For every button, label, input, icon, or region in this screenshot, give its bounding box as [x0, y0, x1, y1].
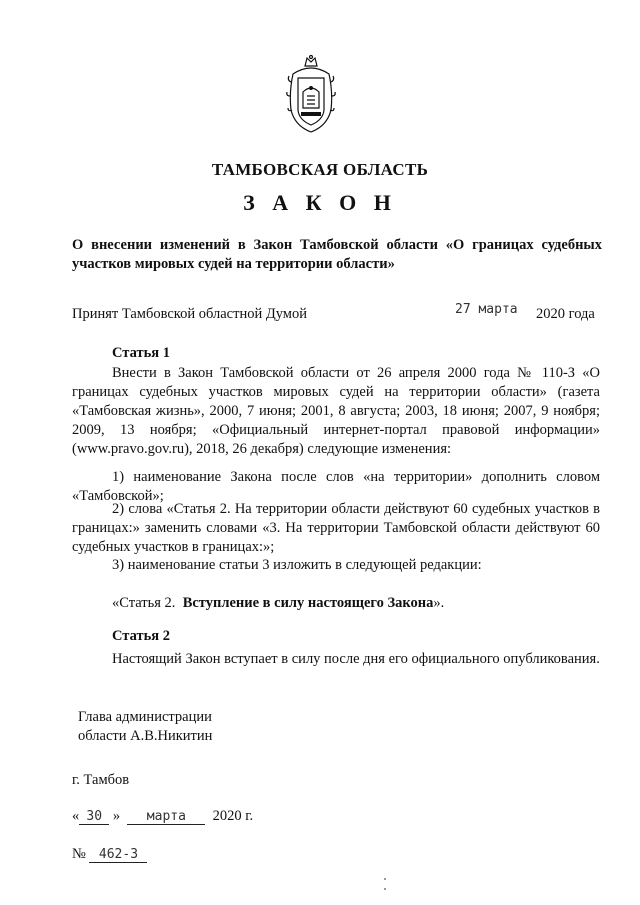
date-quote-close: » — [112, 808, 121, 824]
law-subject: О внесении изменений в Закон Тамбовской области «О границах судебных участков мировых судей на территории области» — [72, 237, 602, 272]
signature-title: Глава администрации — [78, 709, 212, 725]
number-label: № — [72, 846, 86, 862]
coat-of-arms-emblem — [285, 52, 337, 134]
adoption-year: 2020 года — [536, 306, 595, 322]
region-title: ТАМБОВСКАЯ ОБЛАСТЬ — [211, 160, 429, 179]
signing-date — [72, 808, 253, 825]
date-day: 30 — [79, 809, 109, 825]
article-1-intro: Внести в Закон Тамбовской области от 26 апреля 2000 года № 110-З «О границах судебных участков мировых судей на территории области» (газета «Тамбовская жизнь», 2000, 7 июня; 2001, 8 августа; 2003, 18 июня; 2007, 9 ноября; 2009, 13 ноября; «Официальный интернет-портал правовой информации» (www.pravo.gov.ru), 2018, 26 декабря) следующие изменения: — [72, 365, 600, 457]
signature-block — [78, 708, 212, 746]
quote-prefix: «Статья 2. — [112, 595, 176, 611]
law-number — [72, 846, 147, 863]
date-quote-open: « — [72, 808, 80, 824]
date-month: марта — [127, 809, 205, 825]
scan-speck — [384, 878, 386, 880]
adoption-label: Принят Тамбовской областной Думой — [72, 306, 307, 322]
scan-speck — [384, 888, 386, 890]
number-value: 462-З — [89, 847, 147, 863]
article-1-item-3: 3) наименование статьи 3 изложить в следующей редакции: — [112, 557, 482, 573]
article-2-heading: Статья 2 — [112, 628, 170, 644]
article-2-text: Настоящий Закон вступает в силу после дня его официального опубликования. — [112, 651, 600, 667]
quote-suffix: ». — [433, 595, 445, 611]
document-type-title: З А К О Н — [243, 190, 397, 215]
signature-name: области А.В.Никитин — [78, 728, 213, 744]
article-1-heading: Статья 1 — [112, 345, 170, 361]
article-1-quote — [112, 594, 592, 613]
quote-bold-title: Вступление в силу настоящего Закона — [182, 595, 434, 611]
article-1-item-2: 2) слова «Статья 2. На территории области действуют 60 судебных участков в границах:» заменить словами «3. На территории Тамбовской области действуют 60 судебных участков в границах:»; — [72, 501, 600, 555]
adoption-date-handwritten: 27 марта — [455, 302, 518, 317]
date-year: 2020 г. — [212, 808, 254, 824]
city: г. Тамбов — [72, 772, 130, 788]
article-1-item-1: 1) наименование Закона после слов «на территории» дополнить словом «Тамбовской»; — [72, 469, 600, 504]
